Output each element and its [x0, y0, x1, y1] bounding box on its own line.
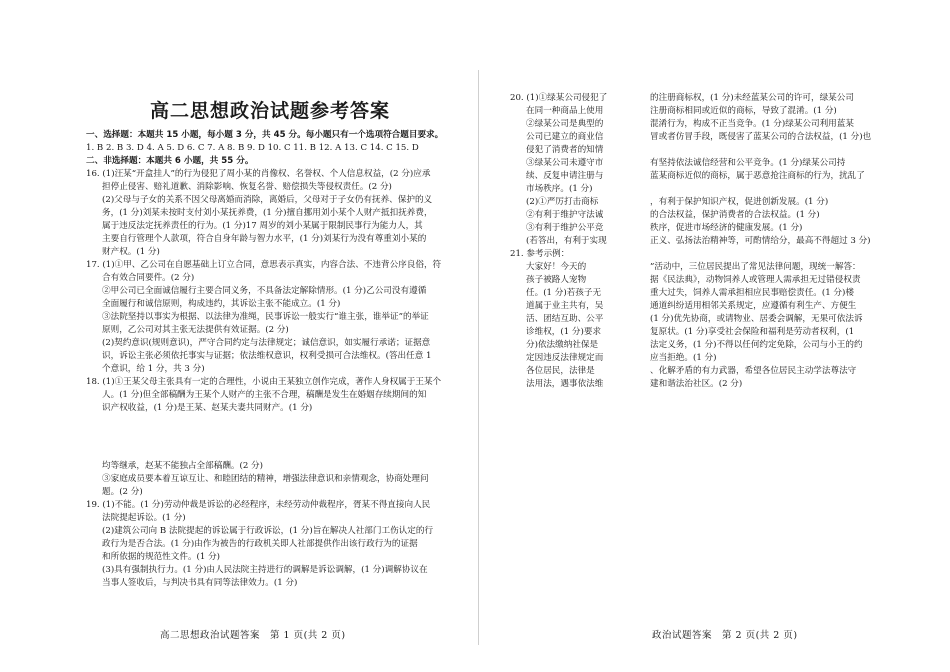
answer-line: 人。(1 分)但全部稿酬为王某个人财产的主张不合理，稿酬是发生在婚姻存续期间的知 — [102, 390, 427, 400]
answer-line: 分)依法缴纳社保是 — [526, 340, 599, 350]
page-title: 高二思想政治试题参考答案 — [150, 100, 391, 122]
multiple-choice-answers: 1. B 2. B 3. D 4. A 5. D 6. C 7. A 8. B 9. D 10. C 11. B 12. A 13. C 14. C 15. D — [86, 143, 419, 153]
answer-line: ，有利于保护知识产权，促进创新发展。(1 分) — [650, 197, 829, 207]
answer-line — [650, 144, 880, 157]
answer-line: (若答出，有利于实现 — [526, 236, 607, 246]
page-divider — [478, 70, 479, 645]
answer-line: 法定义务，(1 分)不得以任何约定免除，公司与小王的约 — [650, 340, 863, 350]
answer-line: 重大过失，饲养人需承担相应民事赔偿责任。(1 分)楼 — [650, 288, 854, 298]
answer-line: 20. (1)①绿某公司侵犯了 — [510, 93, 608, 103]
answer-line: 在同一种商品上使用 — [526, 106, 604, 116]
answer-line: 财产权。(1 分) — [102, 247, 160, 257]
answer-line: (2)①严厉打击商标 — [526, 197, 599, 207]
answer-line: 孩子被路人宠物 — [526, 275, 587, 285]
answer-line: 定因违反法律规定而 — [526, 353, 604, 363]
answer-line: 各位居民，法律是 — [526, 366, 595, 376]
answer-line: 侵犯了消费者的知情 — [526, 145, 604, 155]
answer-line: 应当拒绝。(1 分) — [650, 353, 717, 363]
answer-line: (2)父母与子女的关系不因父母离婚而消除，离婚后，父母对于子女仍有抚养、保护的义 — [102, 195, 433, 205]
answer-line: ②甲公司已全面诚信履行主要合同义务，不具备法定解除情形。(1 分)乙公司没有遵循 — [102, 286, 427, 296]
answer-line: 市场秩序。(1 分) — [526, 184, 593, 194]
answer-line: 混淆行为，构成不正当竞争。(1 分)绿某公司利用蓝某 — [650, 119, 854, 129]
answer-line: 原则，乙公司对其主张无法提供有效证据。(2 分) — [102, 325, 289, 335]
answer-line: 的注册商标权，(1 分)未经蓝某公司的许可，绿某公司 — [650, 93, 854, 103]
answer-line: 大家好！今天的 — [526, 262, 587, 272]
answer-line: 属于违反法定抚养责任的行为。(1 分)17 周岁的刘小某属于限制民事行为能力人，其 — [102, 221, 423, 231]
fragment-lines-right — [650, 92, 880, 391]
answer-line: 公司已建立的商业信 — [526, 132, 604, 142]
answer-line: 通道纠纷适用相邻关系规定，应遵循有利生产、方便生 — [650, 301, 857, 311]
answer-line: 务，(1 分)刘某未按时支付刘小某抚养费，(1 分)擅自挪用刘小某个人财产抵扣抚养费， — [102, 208, 433, 218]
answer-line: ②有利于维护守法诚 — [526, 210, 604, 220]
answer-line: 16. (1)汪某“开盒挂人”的行为侵犯了周小某的肖像权、名誉权、个人信息权益，(2 分)应承 — [86, 169, 431, 179]
answer-line: 识产权收益，(1 分)是王某、赵某夫妻共同财产。(1 分) — [102, 403, 313, 413]
answer-line: ③绿某公司未遵守市 — [526, 158, 604, 168]
answer-line: 担停止侵害、赔礼道歉、消除影响、恢复名誉、赔偿损失等侵权责任。(2 分) — [102, 182, 392, 192]
answer-line: 识，诉讼主张必须依托事实与证据；依法维权意识，权利受损可合法维权。(答出任意 1 — [102, 351, 432, 361]
answer-line: 和所依据的规范性文件。(1 分) — [102, 552, 221, 562]
answer-column-left-fragment — [510, 92, 622, 391]
answer-line: 主要自行管理个人款项，符合自身年龄与智力水平，(1 分)刘某行为没有尊重刘小某的 — [102, 234, 427, 244]
answer-line: 个意识，给 1 分，共 3 分) — [102, 364, 205, 374]
answer-line: 据《民法典》，动物饲养人或管理人需承担无过错侵权责 — [650, 275, 861, 285]
answer-line: 题。(2 分) — [102, 487, 143, 497]
answer-line: 注册商标相同或近似的商标，导致了混淆。(1 分) — [650, 106, 837, 116]
answer-line: 任。(1 分)若孩子无 — [526, 288, 602, 298]
answer-line: (3)具有强制执行力。(1 分)由人民法院主持进行的调解是诉讼调解，(1 分)调解协议在 — [102, 565, 428, 575]
answer-line: 蓝某商标近似的商标，属于恶意抢注商标的行为，扰乱了 — [650, 171, 865, 181]
answer-line — [650, 183, 880, 196]
answer-lines-bottom — [86, 460, 466, 590]
answer-column-bottom — [86, 460, 466, 590]
answer-line: 19. (1)不能。(1 分)劳动仲裁是诉讼的必经程序，未经劳动仲裁程序，胥某不得直接向人民 — [86, 500, 431, 510]
answer-line: ③有利于维护公平竞 — [526, 223, 604, 233]
answer-line: 18. (1)①王某父母主张具有一定的合理性，小说由王某独立创作完成，著作人身权属于王某个 — [86, 377, 442, 387]
answer-lines-top — [86, 168, 466, 415]
answer-line: 诊维权，(1 分)要求 — [526, 327, 602, 337]
answer-line: ”活动中，三位居民提出了常见法律问题，现统一解答： — [650, 262, 861, 272]
section-2-header: 二、非选择题：本题共 6 小题，共 55 分。 — [86, 156, 254, 166]
answer-line: 续、反复申请注册与 — [526, 171, 604, 181]
answer-line: (2)建筑公司向 B 法院提起的诉讼属于行政诉讼，(1 分)旨在解决人社部门工伤认定的行 — [102, 526, 434, 536]
answer-line: 的合法权益，保护消费者的合法权益。(1 分) — [650, 210, 820, 220]
answer-line: 当事人签收后，与判决书具有同等法律效力。(1 分) — [102, 578, 298, 588]
answer-line: 建和谐法治社区。(2 分) — [650, 379, 743, 389]
answer-line: 复原状。(1 分)享受社会保险和福利是劳动者权利，(1 — [650, 327, 855, 337]
answer-line: 法院提起诉讼。(1 分) — [102, 513, 186, 523]
page-footer-2: 政治试题答案 第 2 页(共 2 页) — [652, 630, 798, 641]
answer-line: 有坚持依法诚信经营和公平竞争。(1 分)绿某公司持 — [650, 158, 846, 168]
answer-line: (2)契约意识(规则意识)，严守合同约定与法律规定；诚信意识，如实履行承诺；证据意 — [102, 338, 431, 348]
answer-line: 正义、弘扬法治精神等，可酌情给分，最高不得超过 3 分) — [650, 236, 871, 246]
answer-line: 合有效合同要件。(2 分) — [102, 273, 195, 283]
answer-line: 均等继承，赵某不能独占全部稿酬。(2 分) — [102, 461, 263, 471]
answer-line: 17. (1)①甲、乙公司在自愿基础上订立合同，意思表示真实，内容合法、不违背公序良俗，符 — [86, 260, 442, 270]
answer-line: 法用法，遇事依法维 — [526, 379, 604, 389]
answer-line: 、化解矛盾的有力武器，希望各位居民主动学法尊法守 — [650, 366, 857, 376]
answer-line: 冒或者仿冒手段，既侵害了蓝某公司的合法权益，(1 分)也 — [650, 132, 872, 142]
answer-line: 政行为是否合法。(1 分)由作为被告的行政机关即人社部提供作出该行政行为的证据 — [102, 539, 418, 549]
answer-line: 道属于业主共有，吴 — [526, 301, 604, 311]
page-footer-1: 高二思想政治试题答案 第 1 页(共 2 页) — [160, 630, 346, 641]
answer-line: ②绿某公司是典型的 — [526, 119, 604, 129]
answer-column-top — [86, 129, 466, 415]
section-1-header: 一、选择题：本题共 15 小题，每小题 3 分，共 45 分。每小题只有一个选项符合题目要求。 — [86, 130, 444, 140]
answer-line — [650, 248, 880, 261]
answer-line: 活、团结互助、公平 — [526, 314, 604, 324]
answer-line: 全面履行和诚信原则，构成违约，其诉讼主张不能成立。(1 分) — [102, 299, 341, 309]
answer-line: 21. 参考示例： — [510, 249, 570, 259]
answer-column-right-fragment — [650, 92, 880, 391]
fragment-lines-left — [510, 92, 622, 391]
answer-line: (1 分)优先协商，或请物业、居委会调解，无果可依法诉 — [650, 314, 863, 324]
answer-line: ③家庭成员要本着互谅互让、和睦团结的精神，增强法律意识和亲情观念，协商处理问 — [102, 474, 429, 484]
answer-line: ③法院坚持以事实为根据、以法律为准绳，民事诉讼一般实行“谁主张，谁举证”的举证 — [102, 312, 429, 322]
answer-line: 秩序，促进市场经济的健康发展。(1 分) — [650, 223, 803, 233]
